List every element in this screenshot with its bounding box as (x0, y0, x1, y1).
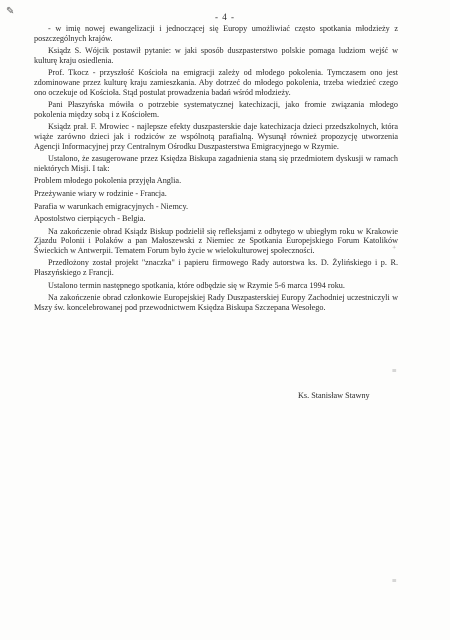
pin-icon: ✎ (6, 6, 15, 17)
paragraph: Ustalono termin następnego spotkania, które odbędzie się w Rzymie 5-6 marca 1994 roku. (48, 280, 345, 290)
paragraph: Przedłożony został projekt "znaczka" i papieru firmowego Rady autorstwa ks. D. Żylińskiego i p. R. Płaszyńskiego z Francji. (34, 258, 398, 278)
paragraph: - w imię nowej ewangelizacji i jednoczącej się Europy umożliwiać często spotkania młodzieży z poszczególnych krajów. (34, 24, 398, 43)
paragraph: Prof. Tkocz - przyszłość Kościoła na emigracji zależy od młodego pokolenia. Tymczasem ono jest zdominowane przez kulturę kraju zamieszkania. Aby dotrzeć do młodego pokolenia, trzeba wiedzieć czego ono oczekuje od Kościoła. Stąd postulat prowadzenia badań wśród młodzieży. (34, 68, 398, 97)
paragraph: Na zakończenie obrad Ksiądz Biskup podzielił się refleksjami z odbytego w ubiegłym roku w Krakowie Zjazdu Polonii i Polaków a pan Małoszewski z Niemiec ze Spotkania Europejskiego Forum Katolików Świeckich w Antwerpii. Tematem Forum było życie w wielokulturowej społeczności. (34, 226, 398, 255)
paragraph: Ustalono, że zasugerowane przez Księdza Biskupa zagadnienia staną się przedmiotem dyskusji w ramach niektórych Misji. I tak: (34, 154, 398, 173)
topic-item: Przeżywanie wiary w rodzinie - Francja. (34, 188, 167, 198)
paragraph: Pani Płaszyńska mówiła o potrzebie systematycznej katechizacji, jako fromie związania młodego pokolenia między sobą i z Kościołem. (34, 100, 398, 119)
paragraph: Na zakończenie obrad członkowie Europejskiej Rady Duszpasterskiej Europy Zachodniej uczestniczyli w Mszy św. koncelebrowanej pod przewodnictwem Księdza Biskupa Szczepana Wesołego. (34, 293, 398, 312)
paragraph: Ksiądz prał. F. Mrowiec - najlepsze efekty duszpasterskie daje katechizacja dzieci przedszkolnych, która wiąże zarówno dzieci jak i rodziców ze wspólnotą parafialną. Wysunął również propozycję utworzenia Agencji Informacyjnej przy Centralnym Ośrodku Duszpasterstwa Emigracyjnego w Rzymie. (34, 122, 398, 151)
topic-item: Apostolstwo cierpiących - Belgia. (34, 214, 146, 224)
page-number: - 4 - (215, 12, 235, 22)
signature: Ks. Stanisław Stawny (298, 391, 370, 400)
margin-mark-icon: ≡ (392, 576, 397, 585)
topic-item: Problem młodego pokolenia przyjęła Anglia. (34, 176, 182, 186)
margin-mark-icon: ⁺ (392, 244, 397, 253)
topic-item: Parafia w warunkach emigracyjnych - Niemcy. (34, 201, 189, 211)
margin-mark-icon: ≡ (392, 366, 397, 375)
paragraph: Ksiądz S. Wójcik postawił pytanie: w jaki sposób duszpasterstwo polskie pomaga ludziom wejść w kulturę kraju osiedlenia. (34, 46, 398, 65)
document-body (34, 24, 398, 312)
